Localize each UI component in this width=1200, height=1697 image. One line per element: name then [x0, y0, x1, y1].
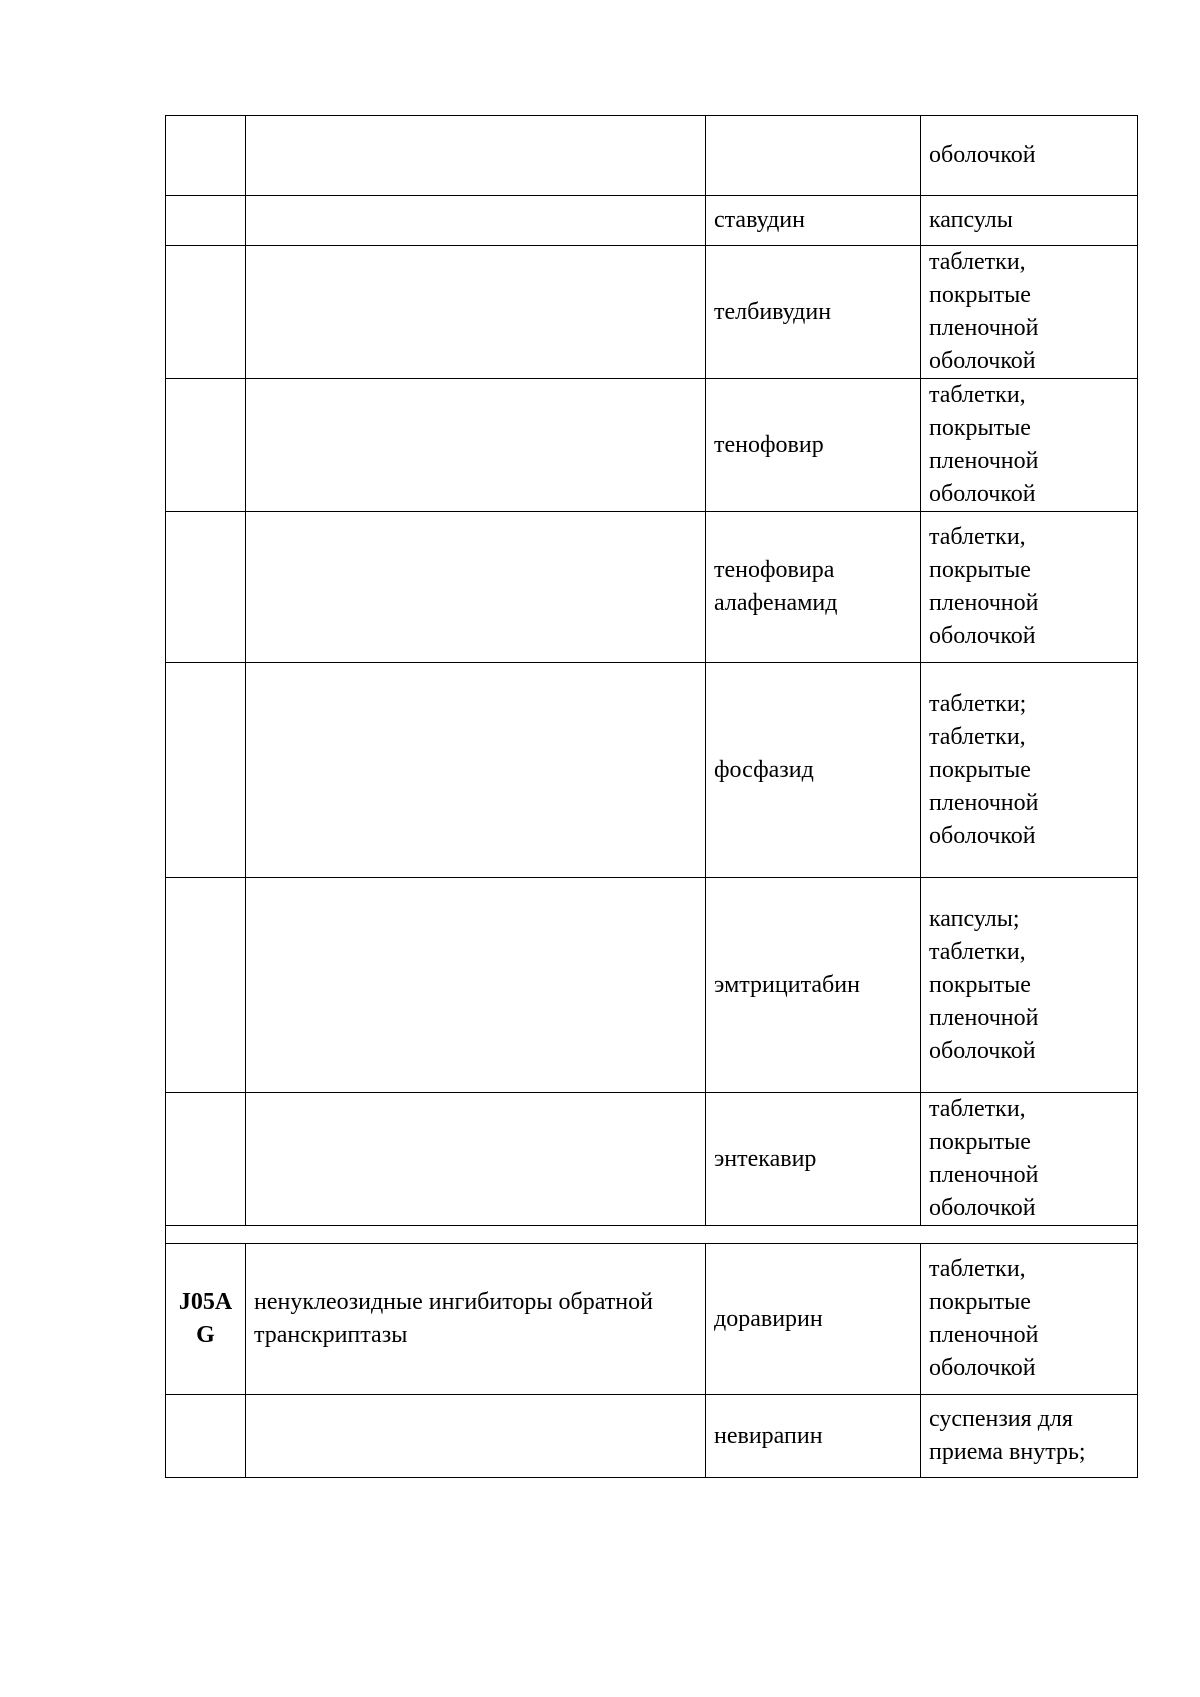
- table-row: [166, 379, 1138, 512]
- atc-code-cell: [166, 878, 246, 1093]
- dosage-form-cell: таблетки, покрытые пленочной оболочкой: [921, 512, 1138, 663]
- drug-cell: тенофовира алафенамид: [706, 512, 921, 663]
- drug-cell: невирапин: [706, 1395, 921, 1478]
- atc-code-cell: [166, 1093, 246, 1226]
- group-cell: [246, 246, 706, 379]
- table-row: [166, 878, 1138, 1093]
- group-cell: [246, 663, 706, 878]
- drug-cell: ставудин: [706, 196, 921, 246]
- atc-code-cell: [166, 116, 246, 196]
- atc-code-cell: J05AG: [166, 1244, 246, 1395]
- drug-cell: эмтрицитабин: [706, 878, 921, 1093]
- group-cell: [246, 379, 706, 512]
- group-cell: [246, 196, 706, 246]
- dosage-form-cell: таблетки, покрытые пленочной оболочкой: [921, 246, 1138, 379]
- group-cell: ненуклеозидные ингибиторы обратной транскриптазы: [246, 1244, 706, 1395]
- group-cell: [246, 878, 706, 1093]
- group-cell: [246, 116, 706, 196]
- dosage-form-cell: таблетки, покрытые пленочной оболочкой: [921, 379, 1138, 512]
- dosage-form-cell: капсулы: [921, 196, 1138, 246]
- table-row: [166, 1395, 1138, 1478]
- table-row: [166, 196, 1138, 246]
- group-cell: [246, 1093, 706, 1226]
- table-row: [166, 246, 1138, 379]
- atc-code-cell: [166, 512, 246, 663]
- atc-code-cell: [166, 196, 246, 246]
- atc-code-cell: [166, 379, 246, 512]
- dosage-form-cell: капсулы; таблетки, покрытые пленочной оболочкой: [921, 878, 1138, 1093]
- drug-cell: энтекавир: [706, 1093, 921, 1226]
- drug-cell: фосфазид: [706, 663, 921, 878]
- group-cell: [246, 1395, 706, 1478]
- dosage-form-cell: оболочкой: [921, 116, 1138, 196]
- section-separator-row: [166, 1226, 1138, 1244]
- dosage-form-cell: таблетки; таблетки, покрытые пленочной оболочкой: [921, 663, 1138, 878]
- dosage-form-cell: таблетки, покрытые пленочной оболочкой: [921, 1244, 1138, 1395]
- drug-cell: телбивудин: [706, 246, 921, 379]
- drug-cell: [706, 116, 921, 196]
- drug-cell: доравирин: [706, 1244, 921, 1395]
- group-cell: [246, 512, 706, 663]
- table-row: [166, 116, 1138, 196]
- table-row: [166, 1244, 1138, 1395]
- atc-code-cell: [166, 663, 246, 878]
- atc-code-cell: [166, 1395, 246, 1478]
- dosage-form-cell: суспензия для приема внутрь;: [921, 1395, 1138, 1478]
- separator-cell: [166, 1226, 1138, 1244]
- dosage-form-cell: таблетки, покрытые пленочной оболочкой: [921, 1093, 1138, 1226]
- atc-code-cell: [166, 246, 246, 379]
- table-row: [166, 512, 1138, 663]
- drug-cell: тенофовир: [706, 379, 921, 512]
- drug-table: [165, 115, 1138, 1478]
- table-row: [166, 663, 1138, 878]
- table-row: [166, 1093, 1138, 1226]
